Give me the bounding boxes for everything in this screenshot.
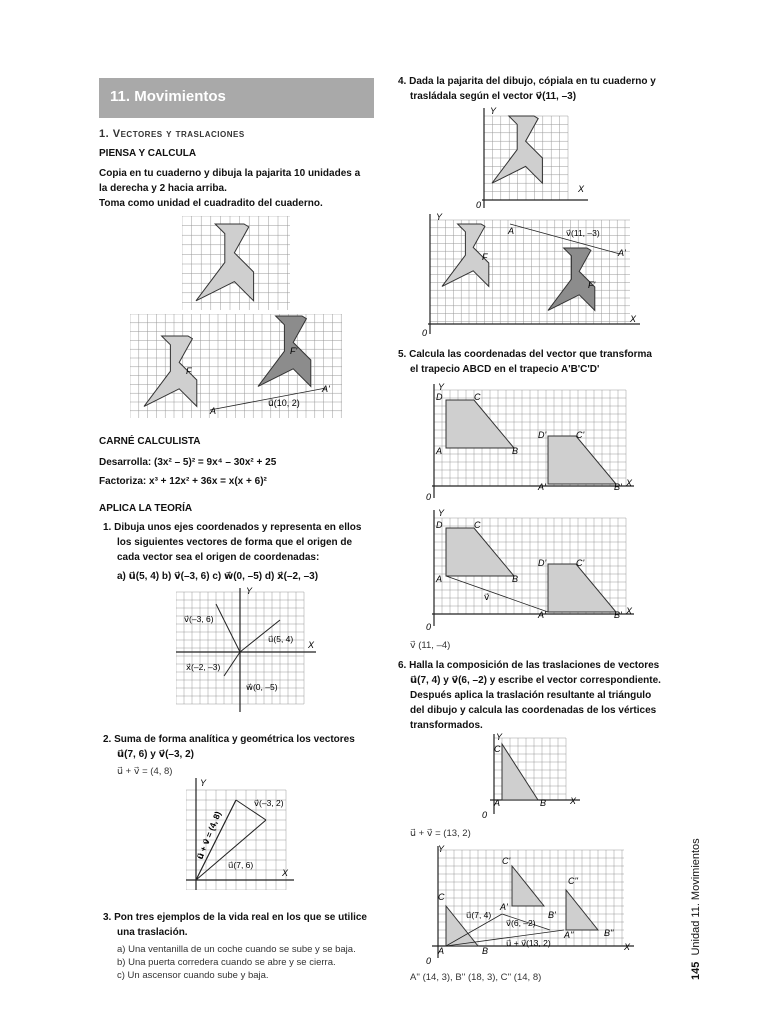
ex5b-trapecio-ABCD: [446, 528, 514, 576]
carne-desarrolla: Desarrolla: (3x² – 5)² = 9x⁴ – 30x² + 25: [99, 457, 277, 468]
ex5a-trapecio-A2B2C2D2: [548, 436, 616, 484]
ex4b-Y: Y: [436, 212, 443, 222]
ex5a-X: X: [626, 478, 633, 488]
vector-v: [216, 604, 240, 652]
pajarita-figure: [182, 216, 290, 310]
ex5b-O: 0: [426, 622, 432, 632]
ex5b-Y: Y: [438, 508, 445, 518]
ex1-v: v⃗(–3, 6): [184, 614, 214, 624]
ex6b-uv: u⃗ + v⃗(13, 2): [506, 938, 551, 948]
ex5-figure-a: [424, 380, 636, 502]
ex6b-B1: B': [548, 910, 556, 920]
ex5a-D2: D': [538, 430, 547, 440]
ex6-result: A'' (14, 3), B'' (18, 3), C'' (14, 8): [410, 972, 542, 983]
ex6-composition-figure: [424, 842, 636, 966]
label-F2: F': [290, 346, 298, 356]
ex4a-X: X: [578, 184, 585, 194]
ex6b-O: 0: [426, 956, 432, 966]
ex1-items: a) u⃗(5, 4) b) v⃗(–3, 6) c) w⃗(0, –5) d) x⃗(–2, –3): [117, 571, 319, 582]
ex6-triangle-figure: [480, 730, 582, 820]
ex5b-v: v⃗: [484, 592, 490, 602]
ex6b-C: C: [438, 892, 445, 902]
ex6b-B2: B'': [604, 928, 614, 938]
ex6a-O: 0: [482, 810, 488, 820]
ex2-text: 2. Suma de forma analítica y geométrica los vectores u⃗(7, 6) y v⃗(–3, 2): [103, 734, 355, 760]
ex4b-v: v⃗(11, –3): [566, 228, 600, 238]
ex4b-O: 0: [422, 328, 428, 338]
ex4b-X: X: [630, 314, 637, 324]
label-A: A: [210, 406, 217, 416]
label-F: F: [186, 366, 192, 376]
section-title: 11. Movimientos: [110, 88, 226, 105]
ex6b-A2: A'': [564, 930, 574, 940]
ex6a-B: B: [540, 798, 547, 808]
carne-factoriza: Factoriza: x³ + 12x² + 36x = x(x + 6)²: [99, 476, 267, 487]
ex6b-Y: Y: [438, 844, 445, 854]
ex4-translation-figure: [420, 210, 642, 338]
ex6b-X: X: [624, 942, 631, 952]
ex4-text: 4. Dada la pajarita del dibujo, cópiala en tu cuaderno y trasládala según el vector v⃗(11, –3): [398, 76, 656, 102]
ex6b-C1: C': [502, 856, 511, 866]
ex1-Y: Y: [246, 586, 253, 596]
ex5-answer: v⃗ (11, –4): [410, 640, 451, 651]
ex2-sum: u⃗ + v⃗ = (4, 8): [194, 809, 223, 861]
ex4a-O: 0: [476, 200, 482, 210]
ex1-u: u⃗(5, 4): [268, 634, 294, 644]
aplica-heading: APLICA LA TEORÍA: [99, 503, 193, 514]
ex6b-v: v⃗(6, –2): [506, 918, 536, 928]
pajarita-translation-figure: [130, 314, 342, 418]
ex2-sum-figure: [186, 778, 296, 890]
ex5b-A2: A': [538, 610, 546, 620]
ex2-u: u⃗(7, 6): [228, 860, 254, 870]
ex5b-trapecio-A2B2C2D2: [548, 564, 616, 612]
ex4b-F: F: [482, 252, 488, 262]
ex5b-A: A: [436, 574, 443, 584]
ex5a-C2: C': [576, 430, 585, 440]
ex6-text: 6. Halla la composición de las traslaciones de vectores u⃗(7, 4) y v⃗(6, –2) y escribe el vector correspondiente. Después aplica la traslación resultante al triángulo del dibujo y calcula las coordenadas de los vértices transformados.: [398, 660, 661, 731]
ex5a-trapecio-ABCD: [446, 400, 514, 448]
ex6b-C2: C'': [568, 876, 578, 886]
footer-unit: 145 Unidad 11. Movimientos: [690, 838, 702, 980]
ex3-text: 3. Pon tres ejemplos de la vida real en los que se utilice una traslación.: [103, 912, 367, 938]
ex5b-C: C: [474, 520, 481, 530]
ex5-figure-b: [424, 506, 636, 632]
ex5b-X: X: [626, 606, 633, 616]
ex4-original-figure: [472, 104, 590, 210]
ex1-x: x⃗(–2, –3): [186, 662, 221, 672]
carne-heading: CARNÉ CALCULISTA: [99, 436, 201, 447]
pajarita-shape: [196, 224, 254, 301]
ex5b-B2: B': [614, 610, 622, 620]
ex6a-C: C: [494, 744, 501, 754]
ex1-X: X: [308, 640, 315, 650]
piensa-text: Copia en tu cuaderno y dibuja la pajarita 10 unidades a la derecha y 2 hacia arriba. Toma como unidad el cuadradito del cuaderno.: [99, 168, 361, 209]
ex1-vectors-figure: [176, 584, 318, 714]
ex5b-D: D: [436, 520, 443, 530]
ex2-v: v⃗(–3, 2): [254, 798, 284, 808]
ex5a-B: B: [512, 446, 519, 456]
triangle-A1B1C1: [512, 866, 544, 906]
ex1-text: 1. Dibuja unos ejes coordenados y representa en ellos los siguientes vectores de forma que el origen de cada vector sea el origen de coordenadas:: [103, 522, 362, 563]
ex5a-A2: A': [538, 482, 546, 492]
ex6b-B: B: [482, 946, 489, 956]
ex6a-Y: Y: [496, 732, 503, 742]
ex4b-A2: A': [618, 248, 626, 258]
ex2-Y: Y: [200, 778, 207, 788]
subsection-title: 1. Vectores y traslaciones: [99, 128, 245, 140]
ex6a-A: A: [494, 798, 501, 808]
ex5a-O: 0: [426, 492, 432, 502]
ex5-text: 5. Calcula las coordenadas del vector que transforma el trapecio ABCD en el trapecio A'B'C'D': [398, 349, 652, 375]
ex6b-u: u⃗(7, 4): [466, 910, 492, 920]
ex6-answer: u⃗ + v⃗ = (13, 2): [410, 828, 471, 839]
ex5a-Y: Y: [438, 382, 445, 392]
ex4b-F2: F': [588, 280, 596, 290]
piensa-heading: PIENSA Y CALCULA: [99, 148, 197, 159]
ex3-answers: a) Una ventanilla de un coche cuando se sube y se baja. b) Una puerta corredera cuando se abre y se cierra. c) Un ascensor cuando sube y baja.: [117, 944, 356, 981]
ex4a-Y: Y: [490, 106, 497, 116]
ex2-X: X: [282, 868, 289, 878]
ex5a-A: A: [436, 446, 443, 456]
ex5a-C: C: [474, 392, 481, 402]
ex1-w: w⃗(0, –5): [246, 682, 278, 692]
ex4b-A: A: [508, 226, 515, 236]
ex6-triangle: [502, 744, 538, 800]
ex5b-D2: D': [538, 558, 547, 568]
vector-v: [446, 576, 548, 612]
ex5b-C2: C': [576, 558, 585, 568]
ex6b-A: A: [438, 946, 445, 956]
ex5b-B: B: [512, 574, 519, 584]
ex6b-A1: A': [500, 902, 508, 912]
ex5a-B2: B': [614, 482, 622, 492]
label-vec: u⃗(10, 2): [268, 398, 300, 408]
ex5a-D: D: [436, 392, 443, 402]
label-A2: A': [322, 384, 330, 394]
ex2-answer: u⃗ + v⃗ = (4, 8): [117, 766, 173, 777]
ex6a-X: X: [570, 796, 577, 806]
